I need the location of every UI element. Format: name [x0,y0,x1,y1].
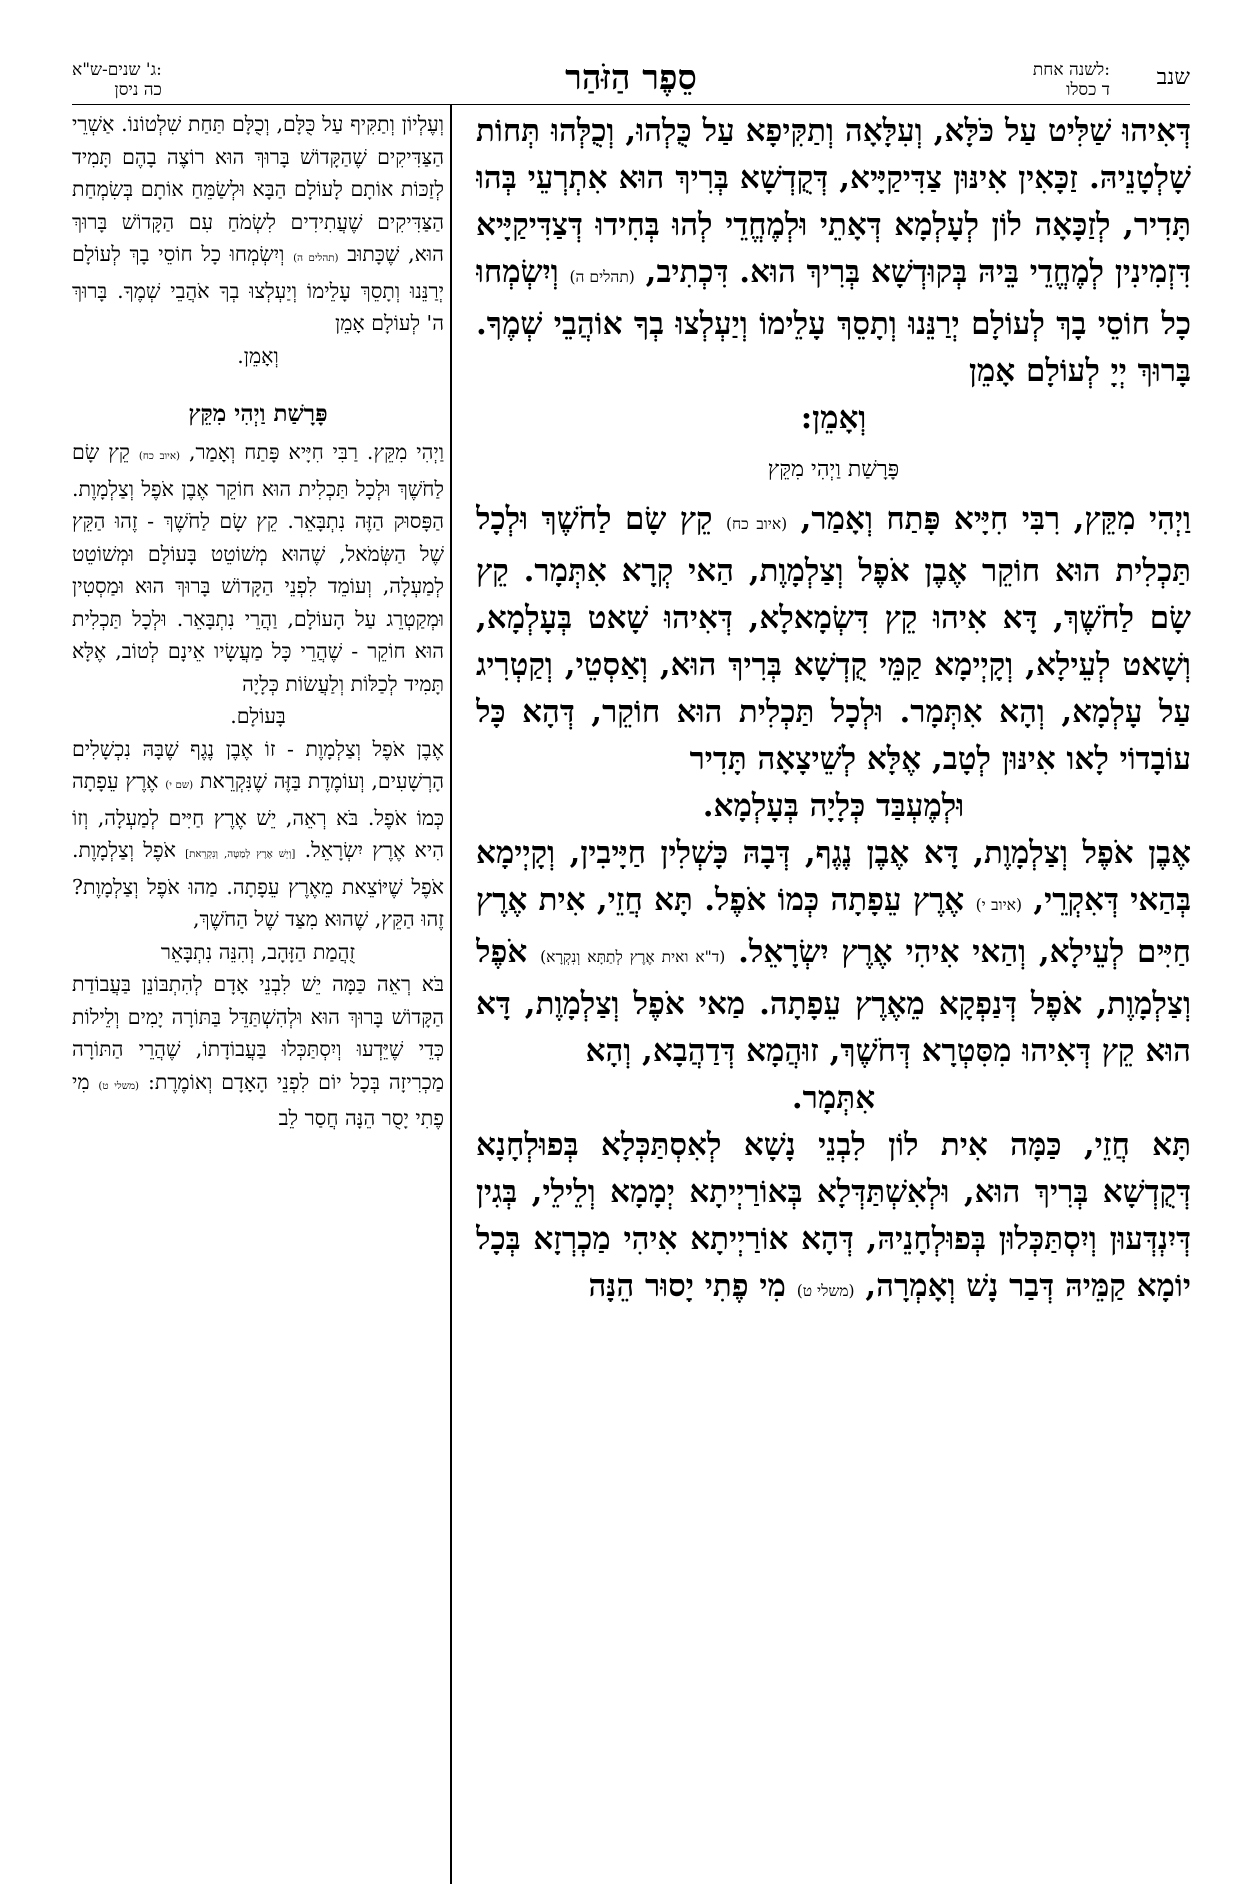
side-p2-text-a: וַיְהִי מִקֵּץ. רַבִּי חִיָּיא פָּתַח וְאָמַר, [188,440,444,464]
side-p1-source: (תהלים ה) [293,252,339,264]
column-divider [450,104,452,1884]
side-paragraph-1 [72,108,444,340]
main-p4-text-b: מִי פֶתִי יָסוּר הֵנָּה [588,1268,786,1304]
side-p3-note: [וְיֵשׁ אֶרֶץ לְמַטָּה, וְנִקְרֵאת] [185,848,296,860]
side-paragraph-3 [72,733,444,936]
side-p1-tail: וְאָמֵן. [237,343,279,368]
main-section-title: פָּרָשַׁת וַיְהִי מִקֵּץ [767,457,900,482]
header-right-line2: ד כסלו [1066,80,1110,100]
main-p3-source: (איוב י) [975,896,1022,914]
main-p3-text-b: אֶרֶץ עֵפָתָה כְּמוֹ אֹפֶל. תָּא חֲזֵי, אִית אֶרֶץ חַיִּים לְעֵילָא, וְהַאי אִיהִי אֶרֶץ יִשְׂרָאֵל. [476,882,1191,970]
side-p4-text: בֹּא רְאֵה כַּמָּה יֵשׁ לִבְנֵי אָדָם לְהִתְבּוֹנֵן בַּעֲבוֹדַת הַקָּדוֹשׁ בָּרוּךְ הוּא וּלְהִשְׁתַּדֵּל בַּתּוֹרָה יָמִים וְלֵילוֹת כְּדֵי שֶׁיֵּדְעוּ וְיִסְתַּכְּלוּ בַּעֲבוֹדָתוֹ, שֶׁהֲרֵי הַתּוֹרָה מַכְרִיזָה בְּכָל יוֹם לִפְנֵי הָאָדָם וְאוֹמֶרֶת: [72,972,444,1094]
main-p2-text-a: וַיְהִי מִקֵּץ, רִבִּי חִיָּיא פָּתַח וְאָמַר, [800,501,1191,537]
main-p1-text: דְּאִיהוּ שַׁלִּיט עַל כֹּלָּא, וְעִלָּאָה וְתַקִּיפָא עַל כֻּלְהוּ, וְכֻלְּהוּ תְּחוֹת שָׁלְטָנֵיהּ. זַכָּאִין אִינּוּן צַדִּיקַיָּיא, דְּקֻדְשָׁא בְּרִיךְ הוּא אִתְרְעֵי בְּהוּ תָּדִיר, לְזַכָּאָה לוֹן לְעָלְמָא דְּאָתֵי וּלְמֶחֱדֵי לְהוּ בְּחִידוּ דְּצַדִּיקַיָּיא דִּזְמִינִין לְמֶחֱדֵי בֵּיהּ בְּקוּדְשָׁא בְּרִיךְ הוּא. דִּכְתִיב, [476,113,1191,290]
side-p3-text-a: אֶבֶן אֹפֶל וְצַלְמָוֶת - זוֹ אֶבֶן נֶגֶף שֶׁבָּהּ נִכְשָׁלִים הָרְשָׁעִים, וְעוֹמֶדֶת בַּזֶּה שֶׁנִּקְרֵאת [72,736,444,793]
side-p3-source: (שם י) [165,779,194,791]
side-p1-text-b: וְיִשְׂמְחוּ כָל חוֹסֵי בָךְ לְעוֹלָם יְרַנֵּנוּ וְתָסֵךְ עָלֵימוֹ וְיַעְלְצוּ בְךָ אֹהֲבֵי שְׁמֶךָ. בָּרוּךְ ה' לְעוֹלָם אָמֵן [72,242,444,335]
side-paragraph-4 [72,968,444,1135]
main-p1-source: (תהלים ה) [569,268,635,286]
main-p3-tail: אִתְּמָר. [791,1080,876,1116]
side-section-title: פָּרָשַׁת וַיְהִי מִקֵּץ [188,400,328,427]
side-p4-text-b: מִי פֶתִי יָסֻר הֵנָּה חֲסַר לֵב [72,1069,444,1130]
main-p2-text-b: קֵץ שָׂם לַחֹשֶׁךְ וּלְכָל תַּכְלִית הוּא חוֹקֵר אֶבֶן אֹפֶל וְצַלְמָוֶת, הַאי קְרָא אִתְּמָר. קֵץ שָׂם לַחֹשֶׁךְ, דָּא אִיהוּ קֵץ דִּשְׂמָאלָא, דְּאִיהוּ שָׁאט בְּעָלְמָא, וְשָׁאט לְעֵילָא, וְקָיְימָא קַמֵּי קֻדְשָׁא בְּרִיךְ הוּא, וְאַסְטֵי, וְקַטְרִיג עַל עָלְמָא, וְהָא אִתְּמָר. וּלְכָל תַּכְלִית הוּא חוֹקֵר, דְּהָא כָּל עוֹבָדוֹי לָאו אִינּוּן לְטָב, אֶלָּא לְשֵׁיצָאָה תָּדִיר [476,501,1191,777]
side-p2-text-b: קֵץ שָׂם לַחֹשֶׁךְ וּלְכָל תַּכְלִית הוּא חוֹקֵר אֶבֶן אֹפֶל וְצַלְמָוֶת. הַפָּסוּק הַזֶּה נִתְבָּאֵר. קֵץ שָׂם לַחֹשֶׁךְ - זֶהוּ הַקֵּץ שֶׁל הַשְּׂמֹאל, שֶׁהוּא מְשׁוֹטֵט בָּעוֹלָם וּמְשׁוֹטֵט לְמַעְלָה, וְעוֹמֵד לִפְנֵי הַקָּדוֹשׁ בָּרוּךְ הוּא וּמַסְטִין וּמְקַטְרֵג עַל הָעוֹלָם, וַהֲרֵי נִתְבָּאֵר. וּלְכָל תַּכְלִית הוּא חוֹקֵר - שֶׁהֲרֵי כָּל מַעֲשָׂיו אֵינָם לְטוֹב, אֶלָּא תָּמִיד לְכַלּוֹת וְלַעֲשׂוֹת כְּלָיָה [72,440,444,696]
side-p2-tail: בָּעוֹלָם. [230,704,286,728]
main-p4-text: תָּא חֲזֵי, כַּמָּה אִית לוֹן לִבְנֵי נָשָׁא לְאִסְתַּכְּלָא בְּפוּלְחָנָא דְּקֻדְשָׁא בְּרִיךְ הוּא, וּלְאִשְׁתַּדְּלָא בְּאוֹרַיְיתָא יְמָמָא וְלֵילֵי, בְּגִין דְּיִנְדְּעוּן וְיִסְתַּכְּלוּן בְּפוּלְחָנֵיהּ, דְּהָא אוֹרַיְיתָא אִיהִי מַכְרְזָא בְּכָל יוֹמָא קַמֵּיהּ דְּבַר נָשׁ וְאָמְרָה, [476,1127,1191,1304]
side-p4-source: (משלי ט) [98,1079,140,1092]
side-p3-tail: זֻהֲמַת הַזָּהָב, וְהִנֵּה נִתְבָּאֵר [160,939,356,964]
main-p3-text-a: אֶבֶן אֹפֶל וְצַלְמָוֶת, דָּא אֶבֶן נֶגֶף, דְּבָהּ כָּשְׁלִין חַיָּיבִין, וְקָיְימָא בְּהַאי דְּאִקְרֵי, [476,835,1191,918]
header-left-line2: כה ניסן [114,80,162,100]
side-paragraph-2 [72,436,444,700]
main-p3-text-c: אֹפֶל וְצַלְמָוֶת, אֹפֶל דְּנַפְקָא מֵאֶרֶץ עֵפָתָה. מַאי אֹפֶל וְצַלְמָוֶת, דָּא הוּא קֵץ דְּאִיהוּ מִסִּטְרָא דְּחֹשֶׁךְ, זוּהֲמָא דְּדַהֲבָא, וְהָא [476,934,1191,1069]
side-p3-text-b: אֶרֶץ עֵפָתָה כְּמוֹ אֹפֶל. בֹּא רְאֵה, יֵשׁ אֶרֶץ חַיִּים לְמַעְלָה, וְזוֹ הִיא אֶרֶץ יִשְׂרָאֵל. [72,769,444,862]
header-right-line1: לשנה אחת: [1032,60,1110,80]
main-p2-source: (איוב כח) [725,515,788,533]
book-title: סֵפֶר הַזֹּהַר [565,58,697,98]
page-code: שנב [1156,65,1190,90]
main-paragraph-1 [476,108,1191,395]
main-p2-tail: וּלְמֶעְבַּד כְּלָיָה בְּעָלְמָא. [702,788,965,824]
main-p1-tail: וְאָמֵן: [800,400,867,436]
main-p4-source: (משלי ט) [796,1282,855,1300]
side-p1-text: וְעֶלְיוֹן וְתַקִּיף עַל כֻּלָּם, וְכֻלָּם תַּחַת שִׁלְטוֹנוֹ. אַשְׁרֵי הַצַּדִּיקִים שֶׁהַקָּדוֹשׁ בָּרוּךְ הוּא רוֹצֶה בָהֶם תָּמִיד לְזַכּוֹת אוֹתָם לָעוֹלָם הַבָּא וּלְשַׂמֵּחַ אוֹתָם בְּשִׂמְחַת הַצַּדִּיקִים שֶׁעֲתִידִים לִשְׂמֹחַ עִם הַקָּדוֹשׁ בָּרוּךְ הוּא, שֶׁכָּתוּב [72,112,444,266]
main-text-column [476,108,1191,1873]
side-p3-text-c: אֹפֶל וְצַלְמָוֶת. אֹפֶל שֶׁיּוֹצֵאת מֵאֶרֶץ עֵפָתָה. מַהוּ אֹפֶל וְצַלְמָוֶת? זֶהוּ הַקֵּץ, שֶׁהוּא מִצַּד שֶׁל הַחֹשֶׁךְ, [72,838,444,931]
header-right [1033,60,1110,100]
main-paragraph-3 [476,830,1191,1075]
translation-column [72,108,444,1873]
page-header [72,58,1190,105]
header-left-line1: ג' שנים-ש"א: [72,60,162,80]
main-p1-text-b: וְיִשְׂמְחוּ כָל חוֹסֵי בָךְ לְעוֹלָם יְרַנֵּנוּ וְתָסֵךְ עָלֵימוֹ וְיַעְלְצוּ בְךָ אוֹהֲבֵי שְׁמֶךָ. בָּרוּךְ יְיָ לְעוֹלָם אָמֵן [476,254,1191,389]
main-p3-note: (ד"א ואית אֶרֶץ לְתַתָּא וְנִקְרָא) [540,948,726,966]
side-p2-source: (איוב כח) [138,450,181,462]
main-paragraph-2 [476,496,1191,783]
main-paragraph-4 [476,1122,1191,1315]
